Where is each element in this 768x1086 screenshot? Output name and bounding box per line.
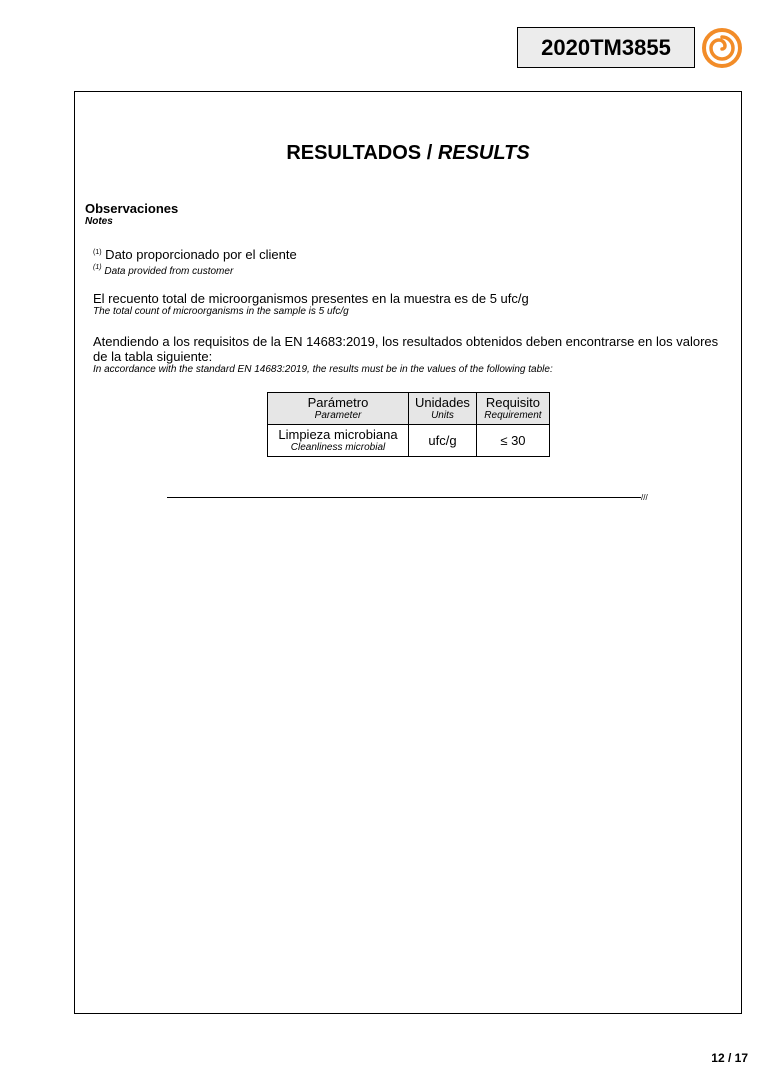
title-en: RESULTS <box>437 142 530 164</box>
report-code: 2020TM3855 <box>517 27 695 68</box>
cell-units: ufc/g <box>409 425 477 457</box>
header-units-en: Units <box>431 410 454 421</box>
header-requirement-en: Requirement <box>484 410 542 421</box>
end-mark: /// <box>641 493 648 502</box>
header-requirement-es: Requisito <box>485 395 541 410</box>
page-title <box>75 142 741 165</box>
notes-heading: Notes <box>85 216 113 227</box>
note-marker-en: (1) <box>93 264 102 271</box>
note-marker: (1) <box>93 249 102 256</box>
observations-heading: Observaciones <box>85 201 179 216</box>
param-es: Limpieza microbiana <box>278 427 398 442</box>
cell-requirement: ≤ 30 <box>476 425 549 457</box>
header-parameter-en: Parameter <box>314 410 362 421</box>
header-units-es: Unidades <box>415 395 470 410</box>
cell-parameter <box>268 425 409 457</box>
requirements-table <box>267 392 550 457</box>
note-1 <box>93 245 731 278</box>
page-number: 12 / 17 <box>711 1051 748 1065</box>
count-text-es: El recuento total de microorganismos presentes en la muestra es de 5 ufc/g <box>93 291 529 306</box>
table-row <box>268 425 550 457</box>
title-es: RESULTADOS <box>286 142 422 164</box>
table-header-row <box>268 393 550 425</box>
header-units <box>409 393 477 425</box>
count-text-en: The total count of microorganisms in the sample is 5 ufc/g <box>93 306 349 317</box>
note-text-es: Dato proporcionado por el cliente <box>101 247 297 262</box>
standard-text-en: In accordance with the standard EN 14683:2019, the results must be in the values of the following table: <box>93 364 553 375</box>
standard-text-es: Atendiendo a los requisitos de la EN 14683:2019, los resultados obtenidos deben encontrarse en los valores de la tabla siguiente: <box>93 334 719 364</box>
standard-statement <box>93 334 731 376</box>
note-text-en: Data provided from customer <box>101 266 234 277</box>
end-line <box>167 497 641 498</box>
header-parameter <box>268 393 409 425</box>
count-statement <box>93 291 731 318</box>
param-en: Cleanliness microbial <box>290 442 386 453</box>
header-parameter-es: Parámetro <box>307 395 369 410</box>
spiral-logo-icon <box>702 28 742 68</box>
title-separator: / <box>421 142 438 164</box>
header-requirement <box>476 393 549 425</box>
results-frame <box>74 91 742 1014</box>
